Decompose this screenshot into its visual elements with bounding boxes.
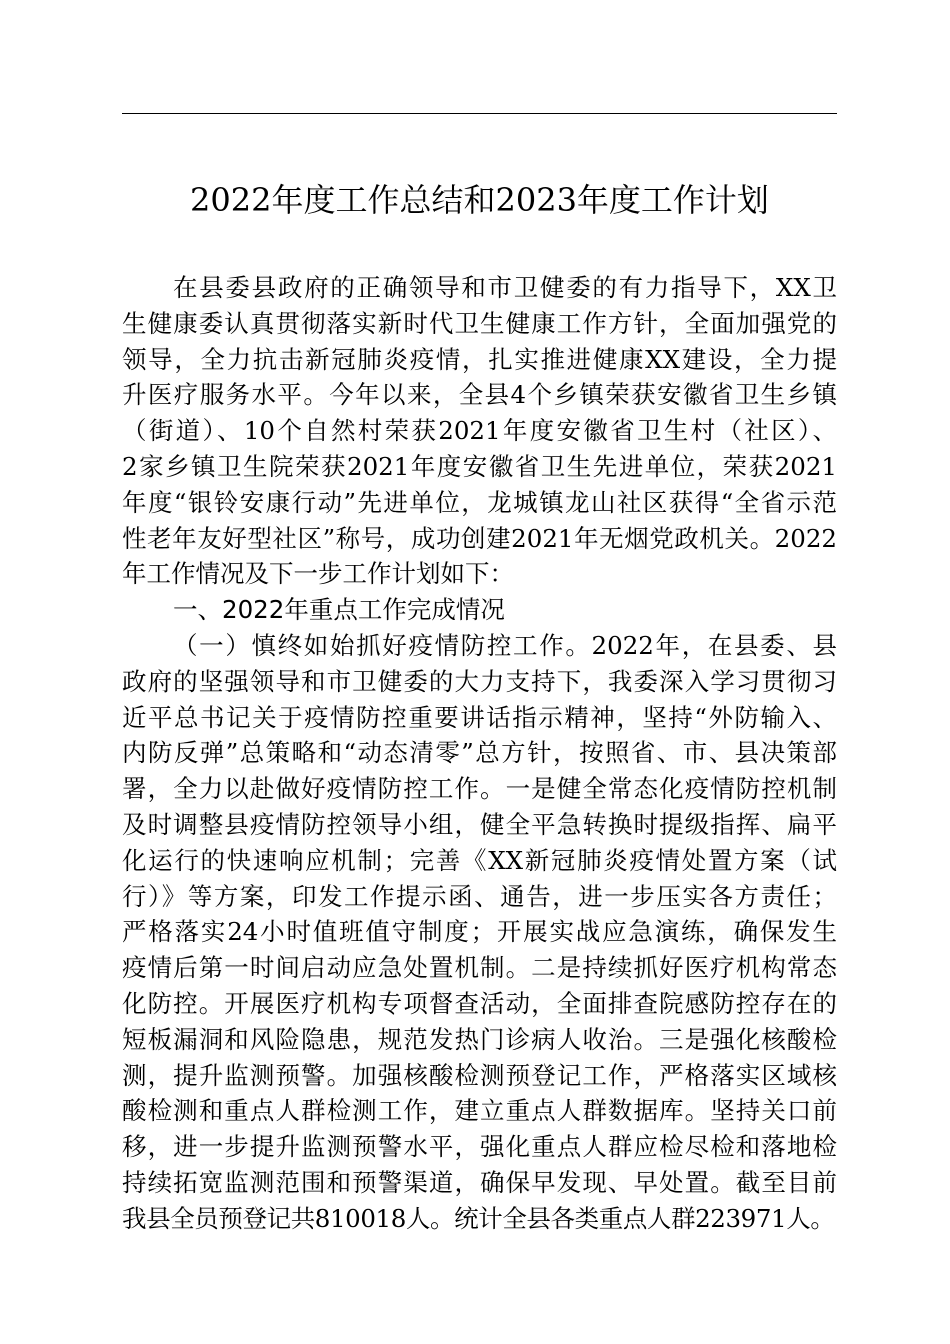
paragraph-line: 署，全力以赴做好疫情防控工作。一是健全常态化疫情防控机制 bbox=[122, 774, 837, 804]
paragraph-line: 测，提升监测预警。加强核酸检测预登记工作，严格落实区域核 bbox=[122, 1060, 837, 1090]
header-rule bbox=[122, 113, 837, 114]
paragraph-line: 移，进一步提升监测预警水平，强化重点人群应检尽检和落地检 bbox=[122, 1132, 837, 1162]
paragraph-line: （一）慎终如始抓好疫情防控工作。2022年，在县委、县 bbox=[173, 630, 837, 660]
document-body bbox=[122, 270, 837, 1237]
paragraph-line: 在县委县政府的正确领导和市卫健委的有力指导下，XX卫 bbox=[173, 273, 837, 302]
paragraph-line: 疫情后第一时间启动应急处置机制。二是持续抓好医疗机构常态 bbox=[122, 953, 837, 983]
paragraph-line: 化运行的快速响应机制；完善《XX新冠肺炎疫情处置方案（试 bbox=[122, 845, 837, 875]
paragraph-line: 内防反弹”总策略和“动态清零”总方针，按照省、市、县决策部 bbox=[122, 738, 837, 768]
paragraph-line: 严格落实24小时值班值守制度；开展实战应急演练，确保发生 bbox=[122, 917, 837, 947]
paragraph-line: 政府的坚强领导和市卫健委的大力支持下，我委深入学习贯彻习 bbox=[122, 666, 837, 696]
paragraph-line: 领导，全力抗击新冠肺炎疫情，扎实推进健康XX建设，全力提 bbox=[122, 344, 837, 374]
paragraph-line: 持续拓宽监测范围和预警渠道，确保早发现、早处置。截至目前 bbox=[122, 1167, 837, 1197]
paragraph-line: 行）》等方案，印发工作提示函、通告，进一步压实各方责任； bbox=[122, 881, 837, 911]
paragraph-line: 年工作情况及下一步工作计划如下： bbox=[122, 559, 514, 589]
paragraph-line: 升医疗服务水平。今年以来，全县4个乡镇荣获安徽省卫生乡镇 bbox=[122, 380, 837, 410]
paragraph-line: 短板漏洞和风险隐患，规范发热门诊病人收治。三是强化核酸检 bbox=[122, 1024, 837, 1054]
paragraph-line: 化防控。开展医疗机构专项督查活动，全面排查院感防控存在的 bbox=[122, 988, 837, 1018]
paragraph-line: 酸检测和重点人群检测工作，建立重点人群数据库。坚持关口前 bbox=[122, 1096, 837, 1126]
document-title: 2022年度工作总结和2023年度工作计划 bbox=[190, 181, 769, 219]
section-heading: 一、2022年重点工作完成情况 bbox=[173, 595, 505, 625]
paragraph-line: 性老年友好型社区”称号，成功创建2021年无烟党政机关。2022 bbox=[122, 523, 837, 553]
paragraph-line: 及时调整县疫情防控领导小组，健全平急转换时提级指挥、扁平 bbox=[122, 809, 837, 839]
paragraph-line: 近平总书记关于疫情防控重要讲话指示精神，坚持“外防输入、 bbox=[122, 702, 837, 732]
paragraph-line: 生健康委认真贯彻落实新时代卫生健康工作方针，全面加强党的 bbox=[122, 308, 837, 338]
paragraph-line: 我县全员预登记共810018人。统计全县各类重点人群223971人。 bbox=[122, 1203, 835, 1233]
paragraph-line: 年度“银铃安康行动”先进单位，龙城镇龙山社区获得“全省示范 bbox=[122, 487, 837, 517]
paragraph-line: （街道）、10个自然村荣获2021年度安徽省卫生村（社区）、 bbox=[122, 416, 837, 446]
paragraph-line: 2家乡镇卫生院荣获2021年度安徽省卫生先进单位，荣获2021 bbox=[122, 451, 837, 481]
